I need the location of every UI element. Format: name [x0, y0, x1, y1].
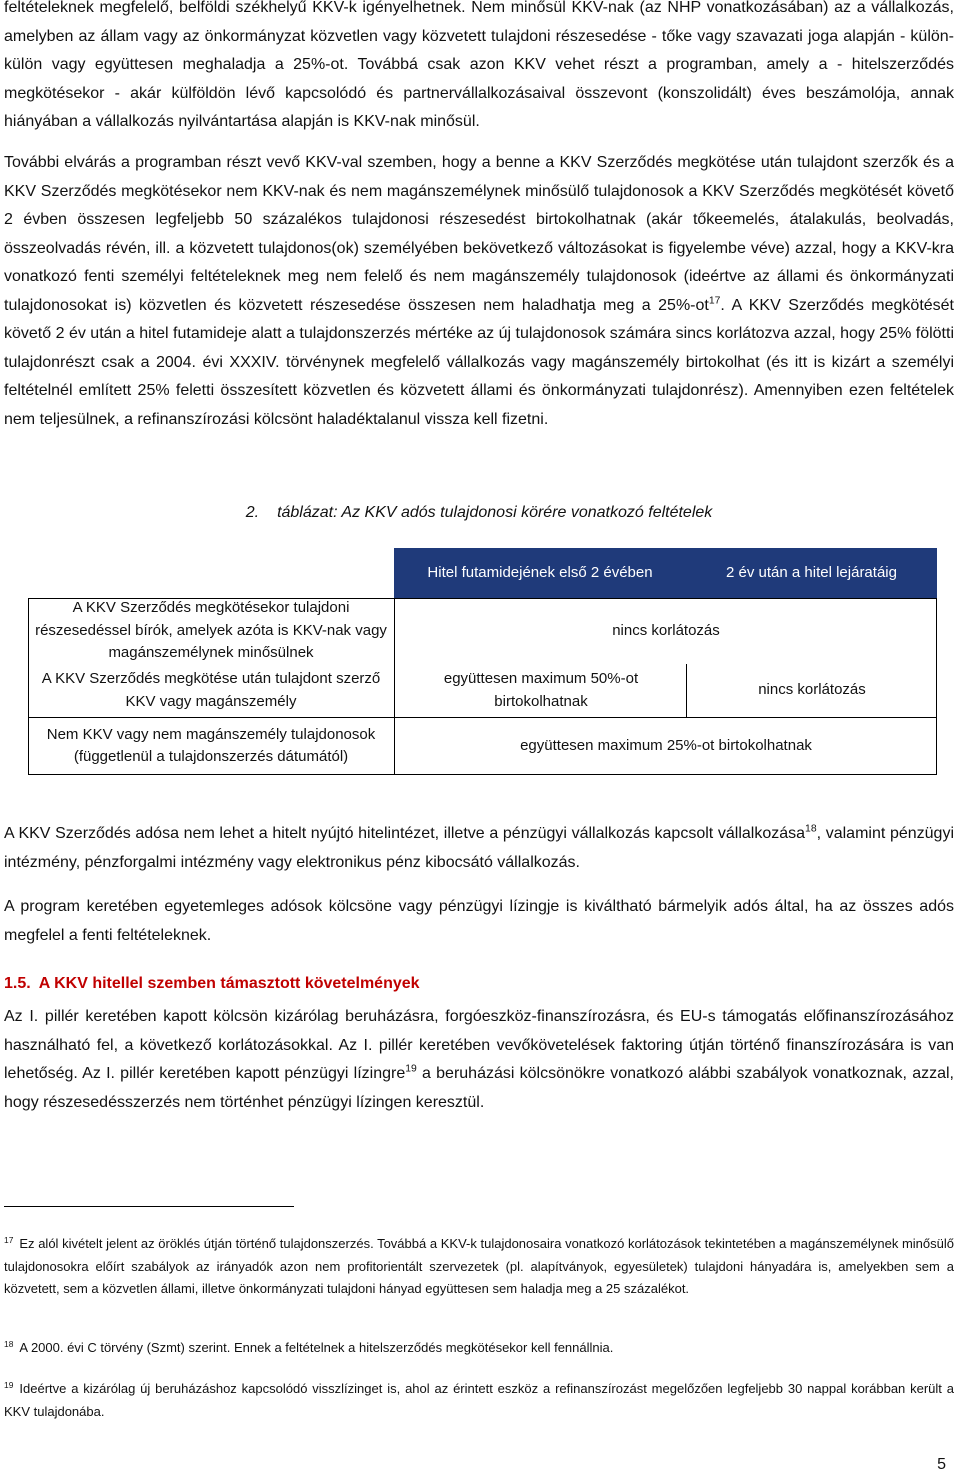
footnote-ref-18[interactable]: 18 [805, 823, 817, 835]
section-number: 1.5. [4, 975, 31, 992]
table-row-label [32, 664, 390, 717]
table-cell-value [395, 598, 937, 664]
paragraph-text: a beruházási kölcsönökre vonatkozó alábbi szabályok vonatkoznak, azzal, hogy részesedésszerzés nem történhet pénzügyi lízingen keresztül. [4, 1065, 955, 1111]
table-cell-value [395, 717, 937, 775]
table-header-after-2-years [686, 548, 937, 598]
page-number: 5 [937, 1456, 946, 1473]
footnote-separator [4, 1206, 294, 1207]
table-cell-value [687, 664, 937, 717]
table-cell-value [416, 664, 666, 717]
footnote-ref-19[interactable]: 19 [405, 1063, 417, 1075]
row-label-text: A KKV Szerződés megkötésekor tulajdoni részesedéssel bírók, amelyek azóta is KKV-nak vagy magánszemélynek minősülnek [35, 599, 387, 662]
paragraph-loan-requirements [4, 1003, 954, 1117]
footnote-text: A 2000. évi C törvény (Szmt) szerint. Ennek a feltételnek a hitelszerződés megkötésekor kell fennállnia. [19, 1340, 614, 1355]
paragraph-text: . A KKV Szerződés megkötését követő 2 év után a hitel futamideje alatt a tulajdonszerzés mértéke az új tulajdonosok számára sincs korlátozva azzal, hogy 25% fölötti tulajdonrészt csak a 2004. évi XXXIV. törvénynek megfelelő vállalkozás vagy magánszemély birtokolhat (és itt is kizárt a személyi feltételnél említett 25% feletti összesített közvetlen és közvetett állami és önkormányzati tulajdonrész). Amennyiben ezen feltételek nem teljesülnek, a refinanszírozási kölcsönt haladéktalanul vissza kell fizetni. [4, 296, 955, 428]
footnote-text: Ideértve a kizárólag új beruházáshoz kapcsolódó visszlízinget is, ahol az érintett eszköz a refinanszírozást megelőzően legfeljebb 30 nappal korábban került a KKV tulajdonába. [4, 1381, 954, 1419]
paragraph-text: További elvárás a programban részt vevő KKV-val szemben, hogy a benne a KKV Szerződés megkötése után tulajdont szerzők és a KKV Szerződés megkötésekor nem KKV-nak és nem magánszemélynek minősülő tulajdonosok a KKV Szerződés megkötését követő 2 évben összesen legfeljebb 50 százalékos tulajdonosi részesedést birtokolhatnak (akár tőkeemelés, átalakulás, beolvadás, összeolvadás révén, ill. a közvetett tulajdonos(ok) személyében bekövetkező változásokat is figyelembe véve) azzal, hogy a KKV-kra vonatkozó fenti személyi feltételeknek meg nem felelő és nem magánszemély tulajdonosok (ideértve az állami és önkormányzati tulajdonosokat is) közvetlen és közvetett részesedése összesen nem haladhatja meg a 25%-ot [4, 154, 954, 314]
section-heading [4, 970, 954, 998]
footnote-mark: 19 [4, 1379, 14, 1390]
footnote-19 [4, 1378, 954, 1423]
cell-text: nincs korlátozás [612, 621, 720, 639]
cell-text: együttesen maximum 25%-ot birtokolhatnak [520, 736, 812, 754]
paragraph-text: feltételeknek megfelelő, belföldi székhelyű KKV-k igényelhetnek. Nem minősül KKV-nak (az NHP vonatkozásában) az a vállalkozás, amelyben az állam vagy az önkormányzat közvetlen vagy közvetett tulajdoni részesedése - tőke vagy szavazati joga alapján - külön-külön vagy együttesen meghaladja a 25%-ot. Továbbá csak azon KKV vehet részt a programban, amely a - hitelszerződés megkötésekor - akár külföldön lévő kapcsolódó és partnervállalkozásaival összevont (konszolidált) éves beszámolója, annak hiányában a vállalkozás nyilvántartása alapján is KKV-nak minősül. [4, 0, 954, 130]
paragraph-joint-debtors [4, 893, 954, 950]
paragraph-text: A program keretében egyetemleges adósok kölcsöne vagy pénzügyi lízingje is kiváltható bármelyik adós által, ha az összes adós megfelel a fenti feltételeknek. [4, 898, 954, 944]
ownership-conditions-table [4, 0, 954, 800]
footnote-text: Ez alól kivételt jelent az öröklés útján történő tulajdonszerzés. Továbbá a KKV-k tulajdonosaira vonatkozó korlátozások tekintetében a magánszemélynek minősülő tulajdonosokra előírt szabályok az irányadók azon nem profitorientált szervezetek (pl. alapítványok, egyesületek) tulajdoni hányadára is, amelyekben sem a közvetett, sem a közvetlen állami, illetve önkormányzati tulajdoni hányad együttesen sem haladja meg a 25 százalékot. [4, 1236, 954, 1296]
paragraph-text: Az I. pillér keretében kapott kölcsön kizárólag beruházásra, forgóeszköz-finanszírozásra, és EU-s támogatás előfinanszírozásához használható fel, a következő korlátozásokkal. Az I. pillér keretében vevőkövetelések faktoring útján történő finanszírozására is van lehetőség. Az I. pillér keretében kapott pénzügyi lízingre [4, 1008, 954, 1082]
footnote-18 [4, 1337, 954, 1360]
header-label: 2 év után a hitel lejáratáig [726, 563, 897, 581]
table-caption-number: 2. [245, 504, 260, 521]
footnote-mark: 17 [4, 1234, 14, 1245]
footnote-mark: 18 [4, 1338, 14, 1349]
header-label: Hitel futamidejének első 2 évében [427, 563, 653, 581]
table-row-label [32, 598, 390, 664]
table-row-label [32, 717, 390, 775]
table-caption-text: táblázat: Az KKV adós tulajdonosi körére vonatkozó feltételek [277, 504, 713, 521]
paragraph-text: A KKV Szerződés adósa nem lehet a hitelt nyújtó hitelintézet, illetve a pénzügyi vállalkozás kapcsolt vállalkozása [4, 825, 806, 842]
paragraph-debtor-exclusion [4, 820, 954, 877]
footnote-17 [4, 1233, 954, 1301]
footnote-ref-17[interactable]: 17 [708, 295, 721, 307]
row-label-text: Nem KKV vagy nem magánszemély tulajdonosok (függetlenül a tulajdonszerzés dátumától) [46, 725, 376, 765]
table-header-first-2-years [394, 548, 686, 598]
section-title: A KKV hitellel szemben támasztott követelmények [38, 975, 420, 992]
paragraph-text: , valamint pénzügyi intézmény, pénzforgalmi intézmény vagy elektronikus pénz kibocsátó vállalkozás. [4, 825, 955, 871]
row-label-text: A KKV Szerződés megkötése után tulajdont szerző KKV vagy magánszemély [41, 670, 381, 710]
cell-text: együttesen maximum 50%-ot birtokolhatnak [443, 670, 639, 710]
cell-text: nincs korlátozás [758, 681, 866, 699]
